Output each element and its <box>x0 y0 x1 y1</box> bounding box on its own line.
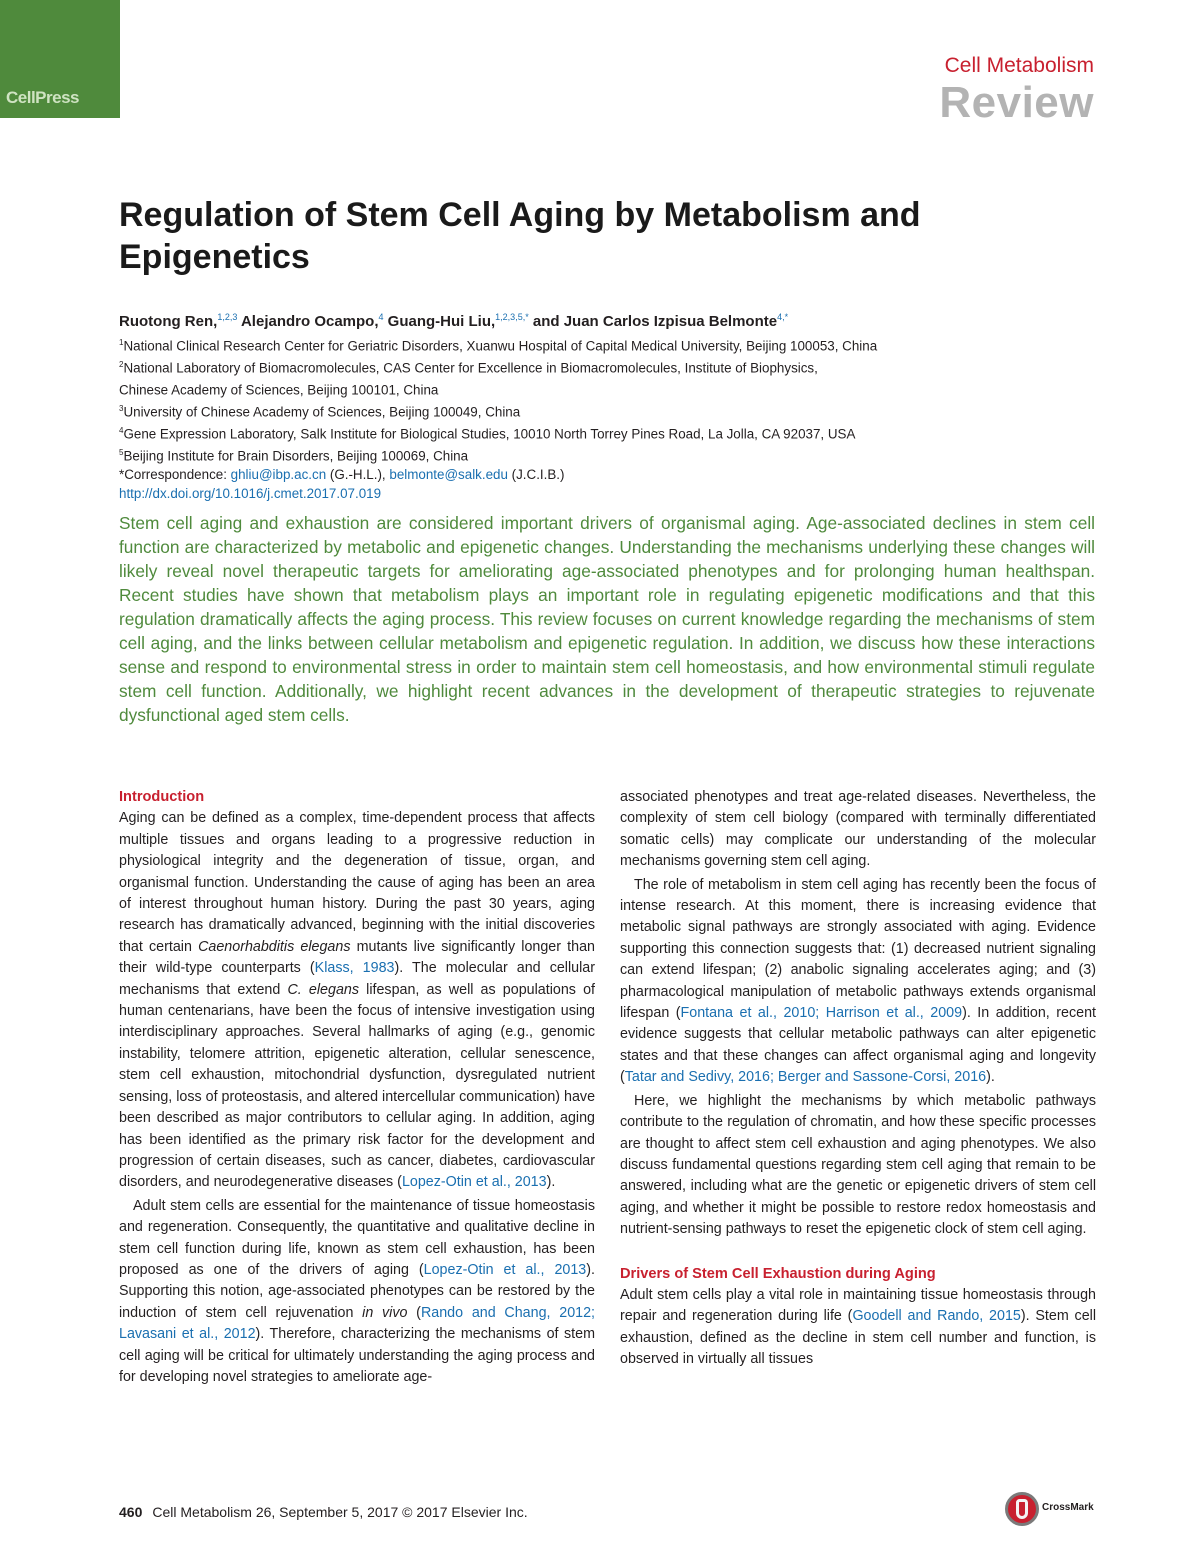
crossmark-icon[interactable] <box>1005 1492 1039 1526</box>
citation-link[interactable]: Goodell and Rando, 2015 <box>852 1308 1021 1325</box>
body-paragraph: The role of metabolism in stem cell aging has recently been the focus of intense research. At this moment, there is increasing evidence that metabolic signal pathways are strongly associated with aging. Evidence supporting this connection suggests that: (1) decreased nutrient signaling can extend lifespan; (2) anabolic signaling accelerates aging; and (3) pharmacological manipulation of metabolic pathways extends organismal lifespan (Fontana et al., 2010; Harrison et al., 2009). In addition, recent evidence suggests that cellular metabolic pathways can alter epigenetic states and that these changes can affect organismal aging and longevity (Tatar and Sedivy, 2016; Berger and Sassone-Corsi, 2016). <box>620 876 1096 1086</box>
affiliation-line: Chinese Academy of Sciences, Beijing 100101, China <box>119 382 439 398</box>
body-paragraph: Here, we highlight the mechanisms by which metabolic pathways contribute to the regulation of chromatin, and how these specific processes are thought to affect stem cell exhaustion and aging phenotypes. We also discuss fundamental questions regarding stem cell aging that remain to be answered, including what are the genetic or epigenetic drivers of stem cell aging, and whether it might be possible to restore redox homeostasis and nutrient-sensing pathways to reset the epigenetic clock of stem cell aging. <box>620 1092 1096 1238</box>
citation-link[interactable]: Lopez-Otin et al., 2013 <box>423 1261 587 1278</box>
affiliation-line: $^3$University of Chinese Academy of Sciences, Beijing 100049, China <box>119 404 521 420</box>
section-heading-drivers: Drivers of Stem Cell Exhaustion during Aging <box>620 1265 936 1282</box>
body-column-left <box>119 787 595 1388</box>
citation-link[interactable]: Lopez-Otin et al., 2013 <box>401 1174 547 1191</box>
cellpress-logo: CellPress <box>6 88 79 107</box>
body-paragraph: associated phenotypes and treat age-related diseases. Nevertheless, the complexity of stem cell biology (compared with terminally differentiated somatic cells) may complicate our understanding of the molecular mechanisms governing stem cell aging. <box>620 789 1096 870</box>
doi-link[interactable]: http://dx.doi.org/10.1016/j.cmet.2017.07.019 <box>119 485 382 501</box>
email-link-belmonte[interactable]: belmonte@salk.edu <box>389 467 508 483</box>
author-affiliation-marker: 4,* <box>777 312 789 322</box>
author-affiliation-marker: 1,2,3,5,* <box>495 312 529 322</box>
author-name: Guang-Hui Liu, <box>383 313 496 330</box>
body-paragraph: Adult stem cells play a vital role in maintaining tissue homeostasis through repair and regeneration during life (Goodell and Rando, 2015). Stem cell exhaustion, defined as the decline in stem cell number and function, is observed in virtually all tissues <box>620 1286 1096 1368</box>
author-name: Ruotong Ren, <box>119 313 218 330</box>
section-heading-introduction: Introduction <box>119 789 205 805</box>
page-number: 460 <box>119 1504 143 1520</box>
author-name: Alejandro Ocampo, <box>237 313 379 330</box>
email-link-liu[interactable]: ghliu@ibp.ac.cn <box>230 467 327 483</box>
body-paragraph: Aging can be defined as a complex, time-dependent process that affects multiple tissues and organs leading to a progressive reduction in physiological integrity and the degeneration of tissue, organ, and organismal function. Understanding the cause of aging has been an area of interest throughout human history. During the past 30 years, aging research has dramatically advanced, beginning with the initial discoveries that certain Caenorhabditis elegans mutants live significantly longer than their wild-type counterparts (Klass, 1983). The molecular and cellular mechanisms that extend C. elegans lifespan, as well as populations of human centenarians, have been the focus of intensive investigation using interdisciplinary approaches. Several hallmarks of aging (e.g., genomic instability, telomere attrition, epigenetic alteration, cellular senescence, stem cell exhaustion, mitochondrial dysfunction, dysregulated nutrient sensing, loss of proteostasis, and altered intercellular communication) have been described as major contributors to cellular aging. In addition, aging has been identified as the primary risk factor for the development and progression of certain diseases, such as cancer, diabetes, cardiovascular disorders, and neurodegenerative diseases (Lopez-Otin et al., 2013). <box>119 810 596 1191</box>
doi-line <box>119 485 877 504</box>
affiliation-line: $^1$National Clinical Research Center for Geriatric Disorders, Xuanwu Hospital of Capital Medical University, Beijing 100053, China <box>119 338 878 354</box>
publisher-corner-block <box>0 0 120 118</box>
affiliation-line: $^5$Beijing Institute for Brain Disorders, Beijing 100069, China <box>119 448 469 464</box>
citation-link[interactable]: Klass, 1983 <box>314 960 395 977</box>
affiliation-line: $^2$National Laboratory of Biomacromolecules, CAS Center for Excellence in Biomacromolecules, Institute of Biophysics, <box>119 360 818 376</box>
abstract: Stem cell aging and exhaustion are considered important drivers of organismal aging. Age-associated declines in stem cell function are characterized by metabolic and epigenetic changes. Understanding the mechanisms underlying these changes will likely reveal novel therapeutic targets for ameliorating age-associated phenotypes and for prolonging human healthspan. Recent studies have shown that metabolism plays an important role in regulating epigenetic modifications and that this regulation dramatically affects the aging process. This review focuses on current knowledge regarding the mechanisms of stem cell aging, and the links between cellular metabolism and epigenetic regulation. In addition, we discuss how these interactions sense and respond to environmental stress in order to maintain stem cell homeostasis, and how environmental stimuli regulate stem cell function. Additionally, we highlight recent advances in the development of therapeutic strategies to rejuvenate dysfunctional aged stem cells. <box>119 513 1095 725</box>
body-paragraph: Adult stem cells are essential for the maintenance of tissue homeostasis and regeneration. Consequently, the quantitative and qualitative decline in stem cell function during life, known as stem cell exhaustion, has been proposed as one of the drivers of aging (Lopez-Otin et al., 2013). Supporting this notion, age-associated phenotypes can be restored by the induction of stem cell rejuvenation in vivo (Rando and Chang, 2012; Lavasani et al., 2012). Therefore, characterizing the mechanisms of stem cell aging will be critical for ultimately understanding the aging process and for developing novel strategies to ameliorate age- <box>119 1197 596 1385</box>
citation-link[interactable]: Tatar and Sedivy, 2016; Berger and Sassone-Corsi, 2016 <box>624 1069 987 1086</box>
correspondence-line: *Correspondence: ghliu@ibp.ac.cn (G.-H.L.), belmonte@salk.edu (J.C.I.B.) <box>119 467 565 483</box>
author-list <box>119 312 788 330</box>
body-column-right <box>620 787 1096 1371</box>
crossmark-label: CrossMark <box>1042 1502 1094 1513</box>
citation-link[interactable]: Rando and Chang, 2012; Lavasani et al., 2012 <box>119 1304 596 1343</box>
author-name: and Juan Carlos Izpisua Belmonte <box>528 313 778 330</box>
page-footer <box>119 1504 528 1520</box>
affiliations-block <box>119 334 877 504</box>
author-affiliation-marker: 4 <box>378 312 384 322</box>
article-title: Regulation of Stem Cell Aging by Metabolism and Epigenetics <box>119 196 921 276</box>
journal-name: Cell Metabolism <box>944 54 1094 77</box>
article-type-label: Review <box>939 78 1094 127</box>
affiliation-line: $^4$Gene Expression Laboratory, Salk Institute for Biological Studies, 10010 North Torrey Pines Road, La Jolla, CA 92037, USA <box>119 426 856 442</box>
author-affiliation-marker: 1,2,3 <box>217 312 238 322</box>
citation-link[interactable]: Fontana et al., 2010; Harrison et al., 2009 <box>680 1005 963 1022</box>
footer-citation: Cell Metabolism 26, September 5, 2017 © 2017 Elsevier Inc. <box>152 1504 528 1520</box>
